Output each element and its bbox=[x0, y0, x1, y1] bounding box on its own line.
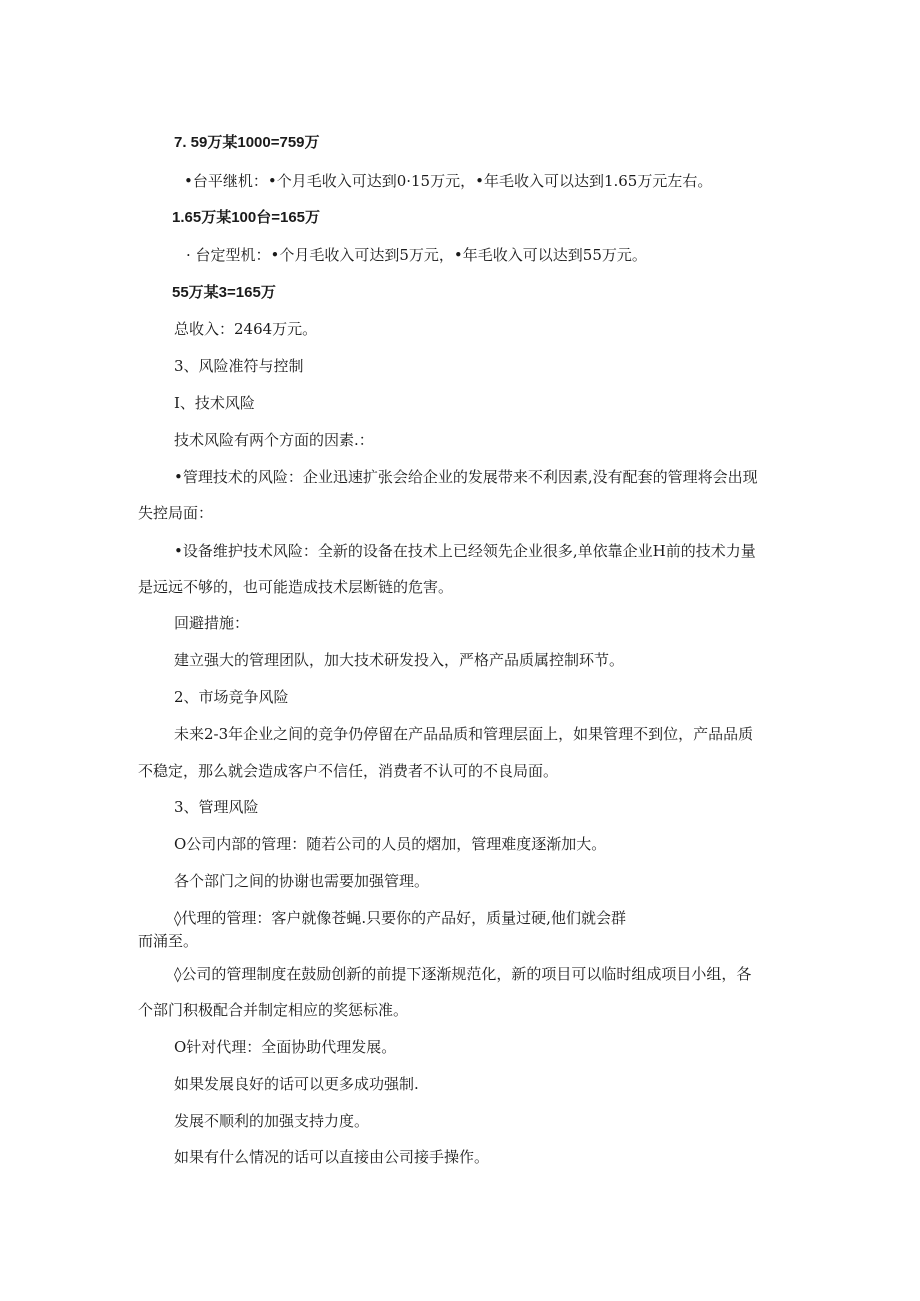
paragraph: 发展不顺利的加强支持力度。 bbox=[174, 1112, 370, 1130]
paragraph: 如果有什么情况的话可以直接由公司接手操作。 bbox=[174, 1148, 490, 1166]
calc-line-2: 1.65万某100台=165万 bbox=[172, 209, 321, 226]
paragraph: 失控局面： bbox=[138, 504, 214, 522]
paragraph: •管理技术的风险：企业迅速扩张会给企业的发展带来不利因素,没有配套的管理将会出现 bbox=[174, 468, 758, 486]
paragraph: •设备维护技术风险：全新的设备在技术上已经领先企业很多,单依靠企业H前的技术力量 bbox=[174, 542, 756, 560]
total-income: 总收入：2464万元。 bbox=[174, 320, 318, 338]
paragraph: 技术风险有两个方面的因素.： bbox=[174, 431, 374, 449]
calc-line-1: 7. 59万某1000=759万 bbox=[174, 134, 320, 151]
paragraph: 个部门积极配合并制定相应的奖惩标准。 bbox=[138, 1001, 409, 1019]
calc-line-3: 55万某3=165万 bbox=[172, 284, 276, 301]
paragraph: ◊公司的管理制度在鼓励创新的前提下逐渐规范化，新的项目可以临时组成项目小组，各 bbox=[174, 965, 752, 983]
paragraph: ◊代理的管理：客户就像苍蝇.只要你的产品好，质量过硬,他们就会群 bbox=[174, 909, 626, 927]
paragraph: 各个部门之间的协谢也需要加强管理。 bbox=[174, 872, 430, 890]
paragraph: 如果发展良好的话可以更多成功强制. bbox=[174, 1075, 419, 1093]
paragraph: 不稳定，那么就会造成客户不信任，消费者不认可的不良局面。 bbox=[138, 762, 559, 780]
paragraph: 是远远不够的，也可能造成技术层断链的危害。 bbox=[138, 578, 454, 596]
paragraph: 建立强大的管理团队，加大技术研发投入，严格产品质属控制环节。 bbox=[174, 651, 625, 669]
bullet-flat-machine: •台平继机：•个月毛收入可达到0·15万元，•年毛收入可以达到1.65万元左右。 bbox=[184, 172, 713, 190]
paragraph: 而涌至。 bbox=[138, 932, 199, 950]
bullet-setting-machine: · 台定型机：•个月毛收入可达到5万元，•年毛收入可以达到55万元。 bbox=[186, 246, 647, 264]
subheading-avoidance: 回避措施： bbox=[174, 614, 250, 632]
paragraph: 未来2-3年企业之间的竞争仍停留在产品品质和管理层面上，如果管理不到位，产品品质 bbox=[174, 725, 754, 743]
subheading-tech-risk: I、技术风险 bbox=[174, 394, 255, 412]
paragraph: O针对代理：全面协助代理发展。 bbox=[174, 1038, 397, 1056]
section-heading-risk: 3、风险准符与控制 bbox=[174, 357, 304, 375]
subheading-market-risk: 2、市场竞争风险 bbox=[174, 688, 289, 706]
paragraph: O公司内部的管理：随若公司的人员的熠加，管理难度逐渐加大。 bbox=[174, 835, 607, 853]
subheading-management-risk: 3、管理风险 bbox=[174, 798, 259, 816]
